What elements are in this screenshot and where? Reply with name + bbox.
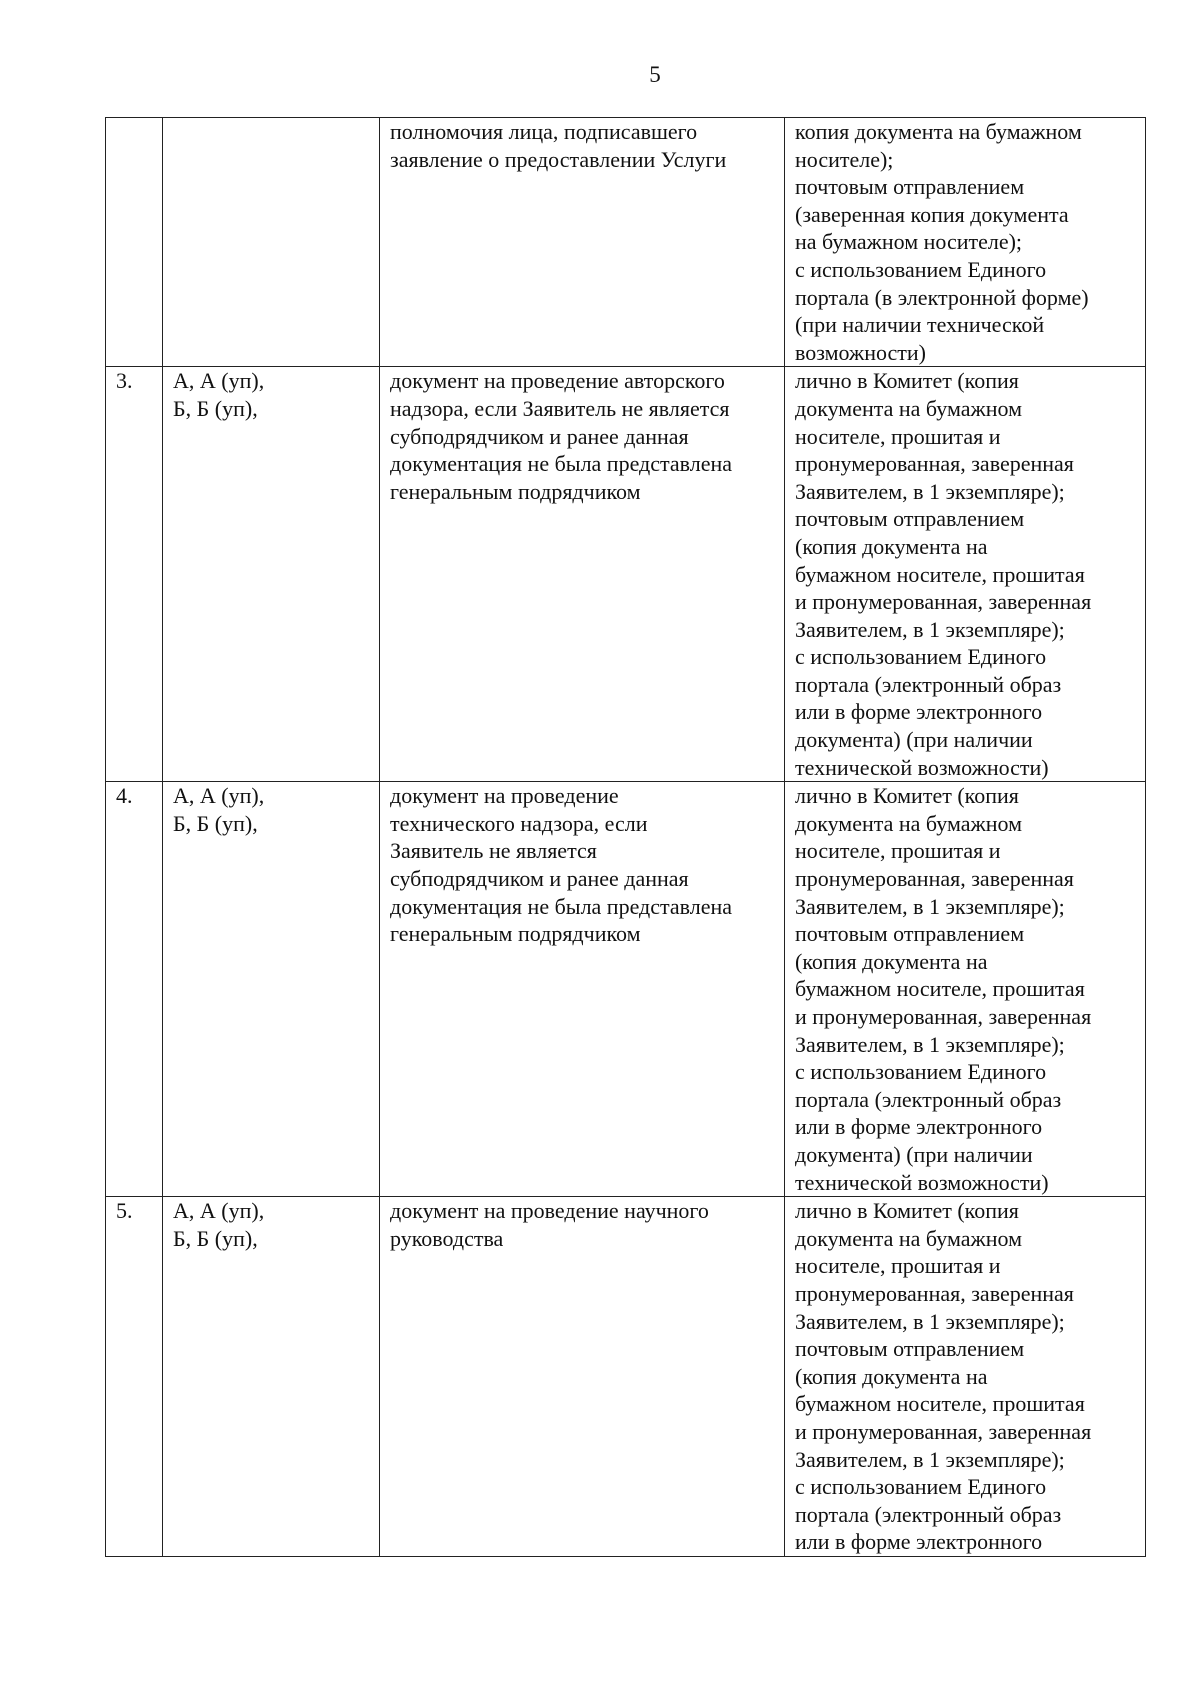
cell-text-line: почтовым отправлением <box>795 506 1025 532</box>
cell-text-line: (при наличии технической <box>795 312 1045 338</box>
cell-text-line: надзора, если Заявитель не является <box>390 395 730 421</box>
cell-text-line: Заявителем, в 1 экземпляре); <box>795 1446 1065 1472</box>
cell-text-line: носителе); <box>795 146 894 172</box>
cell-text-line: технического надзора, если <box>390 810 648 836</box>
cell-text-line: бумажном носителе, прошитая <box>795 976 1085 1002</box>
cell-text-line: документация не была представлена <box>390 893 733 919</box>
cell-text-line: документа) (при наличии <box>795 1141 1033 1167</box>
cell-text-line: документ на проведение научного <box>390 1198 709 1224</box>
table-body <box>106 118 1146 1557</box>
cell-text-line: субподрядчиком и ранее данная <box>390 423 689 449</box>
cell-text-line: 4. <box>116 783 133 809</box>
cell-text-line: почтовым отправлением <box>795 1336 1025 1362</box>
cell-text-line: документ на проведение авторского <box>390 368 725 394</box>
cell-text-line: технической возможности) <box>795 1169 1049 1195</box>
cell-text-line: с использованием Единого <box>795 644 1047 670</box>
cell-text-line: с использованием Единого <box>795 256 1047 282</box>
cell-text-line: А, А (уп), <box>173 783 265 809</box>
submission-method-cell <box>785 782 1146 1197</box>
cell-text-line: или в форме электронного <box>795 1529 1043 1555</box>
cell-text-line: генеральным подрядчиком <box>390 478 641 504</box>
cell-text-line: А, А (уп), <box>173 1198 265 1224</box>
submission-method-cell <box>785 118 1146 367</box>
cell-text-line: почтовым отправлением <box>795 174 1025 200</box>
cell-text-line: лично в Комитет (копия <box>795 783 1019 809</box>
row-number-cell <box>106 367 163 782</box>
cell-text-line: А, А (уп), <box>173 368 265 394</box>
documents-table <box>105 117 1146 1557</box>
table-row <box>106 1197 1146 1557</box>
cell-text-line: или в форме электронного <box>795 699 1043 725</box>
cell-text-line: Заявителем, в 1 экземпляре); <box>795 616 1065 642</box>
cell-text-line: бумажном носителе, прошитая <box>795 561 1085 587</box>
applicant-category-cell <box>163 118 380 367</box>
cell-text-line: пронумерованная, заверенная <box>795 1280 1074 1306</box>
cell-text-line: документа на бумажном <box>795 1225 1023 1251</box>
cell-text-line: с использованием Единого <box>795 1059 1047 1085</box>
cell-text-line: с использованием Единого <box>795 1474 1047 1500</box>
page-number: 5 <box>649 62 661 87</box>
cell-text-line: Б, Б (уп), <box>173 395 258 421</box>
cell-text-line: Б, Б (уп), <box>173 810 258 836</box>
cell-text-line: лично в Комитет (копия <box>795 1198 1019 1224</box>
table-row <box>106 367 1146 782</box>
cell-text-line: носителе, прошитая и <box>795 1253 1001 1279</box>
applicant-category-cell <box>163 782 380 1197</box>
cell-text-line: бумажном носителе, прошитая <box>795 1391 1085 1417</box>
cell-text-line: документ на проведение <box>390 783 619 809</box>
cell-text-line: пронумерованная, заверенная <box>795 866 1074 892</box>
cell-text-line: портала (электронный образ <box>795 671 1062 697</box>
document-name-cell <box>380 118 785 367</box>
applicant-category-cell <box>163 1197 380 1557</box>
row-number-cell <box>106 1197 163 1557</box>
cell-text-line: генеральным подрядчиком <box>390 921 641 947</box>
cell-text-line: портала (в электронной форме) <box>795 284 1089 310</box>
document-name-cell <box>380 782 785 1197</box>
cell-text-line: руководства <box>390 1225 504 1251</box>
cell-text-line: носителе, прошитая и <box>795 423 1001 449</box>
cell-text-line: документа) (при наличии <box>795 727 1033 753</box>
cell-text-line: (копия документа на <box>795 1363 988 1389</box>
cell-text-line: портала (электронный образ <box>795 1501 1062 1527</box>
cell-text-line: Б, Б (уп), <box>173 1225 258 1251</box>
submission-method-cell <box>785 1197 1146 1557</box>
submission-method-cell <box>785 367 1146 782</box>
row-number-cell <box>106 118 163 367</box>
cell-text-line: (заверенная копия документа <box>795 201 1069 227</box>
cell-text-line: почтовым отправлением <box>795 921 1025 947</box>
cell-text-line: 3. <box>116 368 133 394</box>
cell-text-line: носителе, прошитая и <box>795 838 1001 864</box>
cell-text-line: Заявителем, в 1 экземпляре); <box>795 478 1065 504</box>
table-row <box>106 782 1146 1197</box>
cell-text-line: лично в Комитет (копия <box>795 368 1019 394</box>
cell-text-line: заявление о предоставлении Услуги <box>390 146 727 172</box>
cell-text-line: (копия документа на <box>795 948 988 974</box>
cell-text-line: 5. <box>116 1198 133 1224</box>
cell-text-line: пронумерованная, заверенная <box>795 451 1074 477</box>
cell-text-line: документа на бумажном <box>795 395 1023 421</box>
cell-text-line: и пронумерованная, заверенная <box>795 589 1092 615</box>
cell-text-line: и пронумерованная, заверенная <box>795 1004 1092 1029</box>
cell-text-line: портала (электронный образ <box>795 1086 1062 1112</box>
cell-text-line: на бумажном носителе); <box>795 229 1023 255</box>
cell-text-line: технической возможности) <box>795 754 1049 780</box>
cell-text-line: (копия документа на <box>795 533 988 559</box>
cell-text-line: Заявитель не является <box>390 838 597 864</box>
cell-text-line: и пронумерованная, заверенная <box>795 1418 1092 1444</box>
applicant-category-cell <box>163 367 380 782</box>
document-name-cell <box>380 367 785 782</box>
table-row <box>106 118 1146 367</box>
cell-text-line: Заявителем, в 1 экземпляре); <box>795 1031 1065 1057</box>
cell-text-line: копия документа на бумажном <box>795 119 1082 144</box>
cell-text-line: субподрядчиком и ранее данная <box>390 866 689 892</box>
document-name-cell <box>380 1197 785 1557</box>
cell-text-line: документа на бумажном <box>795 810 1023 836</box>
cell-text-line: документация не была представлена <box>390 451 733 477</box>
cell-text-line: возможности) <box>795 339 926 365</box>
cell-text-line: Заявителем, в 1 экземпляре); <box>795 893 1065 919</box>
cell-text-line: полномочия лица, подписавшего <box>390 119 698 144</box>
cell-text-line: Заявителем, в 1 экземпляре); <box>795 1308 1065 1334</box>
row-number-cell <box>106 782 163 1197</box>
cell-text-line: или в форме электронного <box>795 1114 1043 1140</box>
